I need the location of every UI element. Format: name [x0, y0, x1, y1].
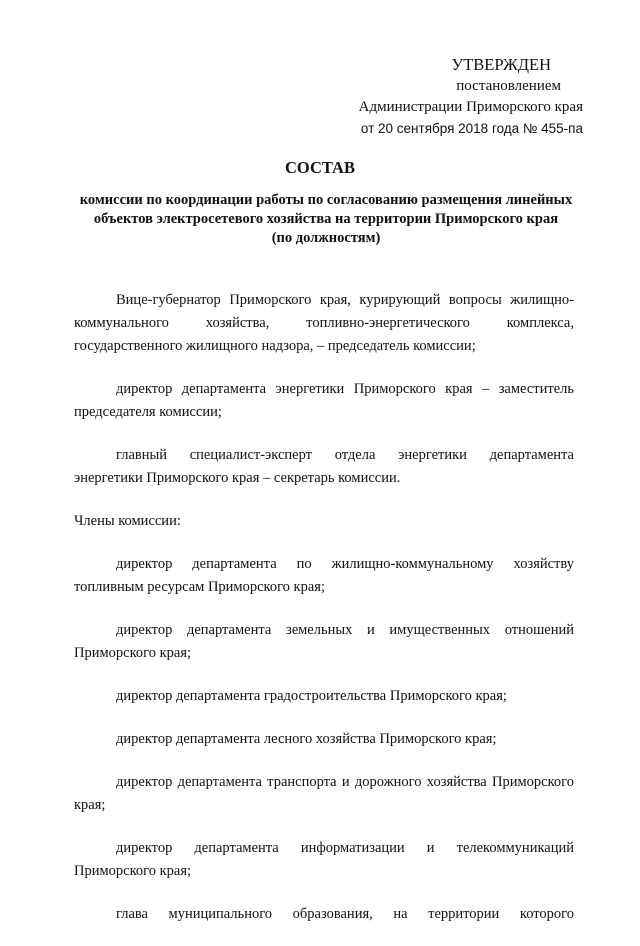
document-title: СОСТАВ [285, 158, 355, 177]
paragraph-member-housing [74, 553, 574, 599]
subtitle-line: комиссии по координации работы по согласованию размещения линейных [79, 192, 573, 208]
document-body [74, 289, 574, 946]
paragraph-member-forestry [74, 728, 574, 751]
paragraph-line: края; [74, 797, 106, 813]
paragraph-member-municipality [74, 903, 574, 926]
paragraph-member-urban-planning [74, 685, 574, 708]
subtitle-line: объектов электросетевого хозяйства на территории Приморского края [93, 211, 559, 227]
approval-line-date-number: от 20 сентября 2018 года № 455-па [360, 121, 583, 136]
paragraph-chairman [74, 289, 574, 358]
paragraph-member-informatization [74, 837, 574, 883]
paragraph-line: директор департамента градостроительства Приморского края; [116, 688, 507, 704]
paragraph-line: Приморского края; [74, 645, 192, 661]
paragraph-line: директор департамента земельных и имущественных отношений [116, 622, 574, 638]
paragraph-line: Вице-губернатор Приморского края, курирующий вопросы жилищно- [116, 292, 574, 308]
document-subtitle [70, 191, 582, 248]
paragraph-line: энергетики Приморского края – секретарь комиссии. [74, 470, 401, 486]
paragraph-line: директор департамента информатизации и телекоммуникаций [116, 840, 574, 856]
paragraph-line: председателя комиссии; [74, 404, 222, 420]
paragraph-members-heading [74, 510, 574, 533]
paragraph-line: коммунального хозяйства, топливно-энергетического комплекса, [74, 315, 574, 331]
subtitle-line: (по должностям) [271, 230, 381, 246]
approval-stamp [283, 54, 583, 139]
paragraph-line: директор департамента лесного хозяйства Приморского края; [116, 731, 497, 747]
approval-title: УТВЕРЖДЕН [451, 55, 551, 74]
paragraph-line: топливным ресурсам Приморского края; [74, 579, 325, 595]
paragraph-deputy-chairman [74, 378, 574, 424]
paragraph-member-land [74, 619, 574, 665]
paragraph-line: государственного жилищного надзора, – председатель комиссии; [74, 338, 476, 354]
paragraph-member-transport [74, 771, 574, 817]
paragraph-line: главный специалист-эксперт отдела энергетики департамента [116, 447, 574, 463]
paragraph-line: директор департамента энергетики Приморского края – заместитель [116, 381, 574, 397]
paragraph-line: директор департамента по жилищно-коммунальному хозяйству [116, 556, 574, 572]
paragraph-line: директор департамента транспорта и дорожного хозяйства Приморского [116, 774, 574, 790]
paragraph-line: Члены комиссии: [74, 513, 181, 529]
approval-line-resolution: постановлением [456, 78, 561, 94]
paragraph-line: глава муниципального образования, на территории которого [116, 906, 574, 922]
paragraph-line: Приморского края; [74, 863, 192, 879]
paragraph-secretary [74, 444, 574, 490]
approval-line-administration: Администрации Приморского края [358, 99, 583, 115]
